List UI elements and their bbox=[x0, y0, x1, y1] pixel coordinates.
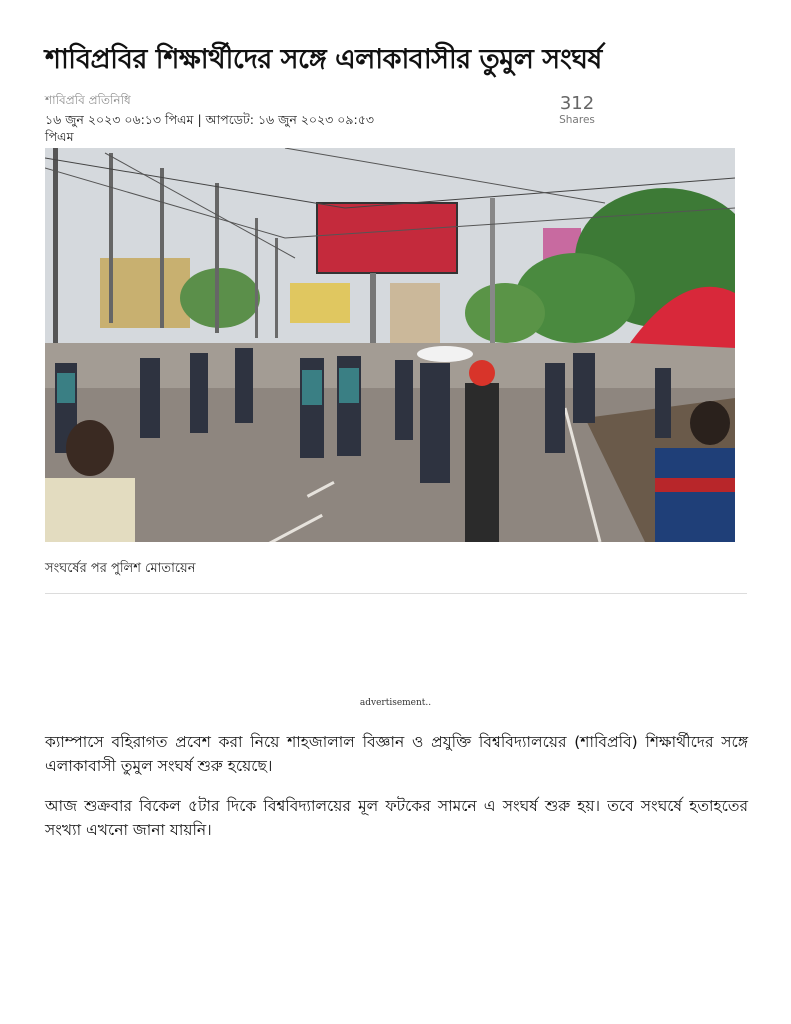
clash-scene-image bbox=[45, 148, 735, 542]
article-byline[interactable]: শাবিপ্রবি প্রতিনিধি bbox=[45, 93, 131, 107]
article-paragraph: ক্যাম্পাসে বহিরাগত প্রবেশ করা নিয়ে শাহজালাল বিজ্ঞান ও প্রযুক্তি বিশ্ববিদ্যালয়ের (শাবিপ্রবি) শিক্ষার্থীদের সঙ্গে এলাকাবাসী তুমুল সংঘর্ষ শুরু হয়েছে। bbox=[45, 733, 748, 775]
shares-count: 312 bbox=[559, 93, 595, 114]
share-counter[interactable] bbox=[548, 94, 606, 126]
shares-label: Shares bbox=[559, 114, 595, 126]
article-headline: শাবিপ্রবির শিক্ষার্থীদের সঙ্গে এলাকাবাসীর তুমুল সংঘর্ষ bbox=[45, 44, 602, 75]
article-dateline: ১৬ জুন ২০২৩ ০৬:১৩ পিএম | আপডেট: ১৬ জুন ২০২৩ ০৯:৫৩ পিএম bbox=[45, 112, 374, 144]
photo-caption: সংঘর্ষের পর পুলিশ মোতায়েন bbox=[45, 561, 196, 576]
advertisement-label: advertisement.. bbox=[359, 698, 432, 708]
article-photo bbox=[45, 148, 735, 542]
article-paragraph: আজ শুক্রবার বিকেল ৫টার দিকে বিশ্ববিদ্যালয়ের মূল ফটকের সামনে এ সংঘর্ষ শুরু হয়। তবে সংঘর্ষে হতাহতের সংখ্যা এখনো জানা যায়নি। bbox=[45, 797, 748, 839]
caption-divider bbox=[45, 593, 747, 594]
